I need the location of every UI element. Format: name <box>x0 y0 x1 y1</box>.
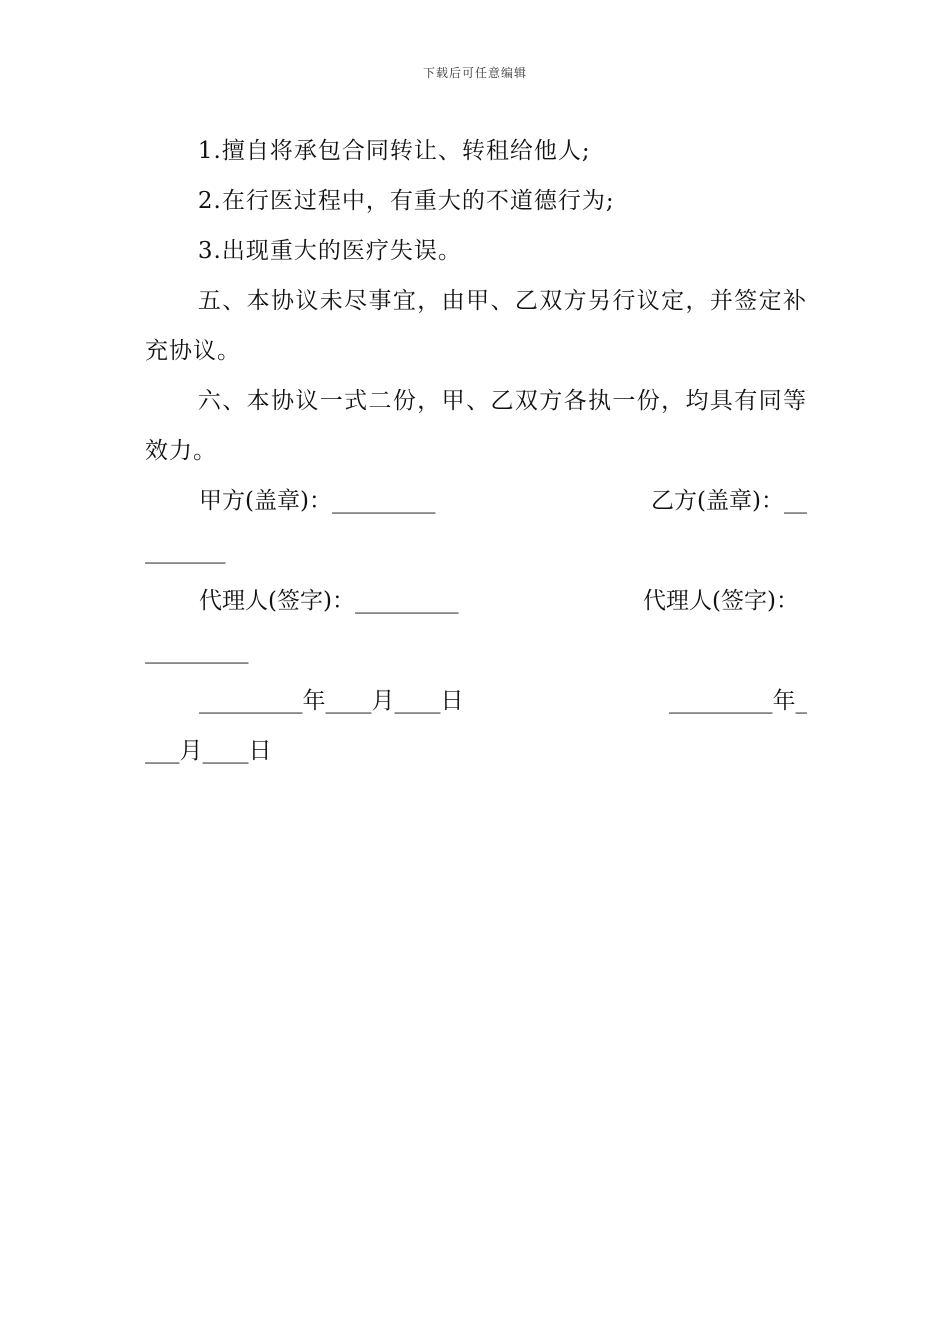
agent-line-continued <box>145 626 807 676</box>
party-b-seal-field: 乙方(盖章)：__ <box>651 488 807 514</box>
party-b-seal-blank: _______ <box>145 538 226 564</box>
agent-a-sign-field: 代理人(签字)：_________ <box>199 588 459 614</box>
page-header: 下载后可任意编辑 <box>422 66 527 80</box>
clause-item-3: 3.出现重大的医疗失误。 <box>197 238 462 264</box>
date-line <box>145 676 807 726</box>
clause-item-2: 2.在行医过程中，有重大的不道德行为; <box>197 188 615 214</box>
date-b-blank: ___月____日 <box>145 738 272 764</box>
agent-b-sign-blank: _________ <box>145 638 249 664</box>
clause-6: 六、本协议一式二份，甲、乙双方各执一份，均具有同等效力。 <box>145 388 807 464</box>
agent-b-sign-field: 代理人(签字)： <box>643 588 799 614</box>
date-b-field: _________年_ <box>669 688 807 714</box>
seal-line-continued <box>145 526 807 576</box>
party-a-seal-field: 甲方(盖章)：_________ <box>199 488 436 514</box>
document-body <box>145 126 807 776</box>
clause-item-1: 1.擅自将承包合同转让、转租给他人; <box>197 138 591 164</box>
date-line-continued <box>145 726 807 776</box>
clause-5: 五、本协议未尽事宜，由甲、乙双方另行议定，并签定补充协议。 <box>145 288 807 364</box>
seal-line <box>145 476 807 526</box>
date-a-field: _________年____月____日 <box>199 688 464 714</box>
agent-line <box>145 576 807 626</box>
